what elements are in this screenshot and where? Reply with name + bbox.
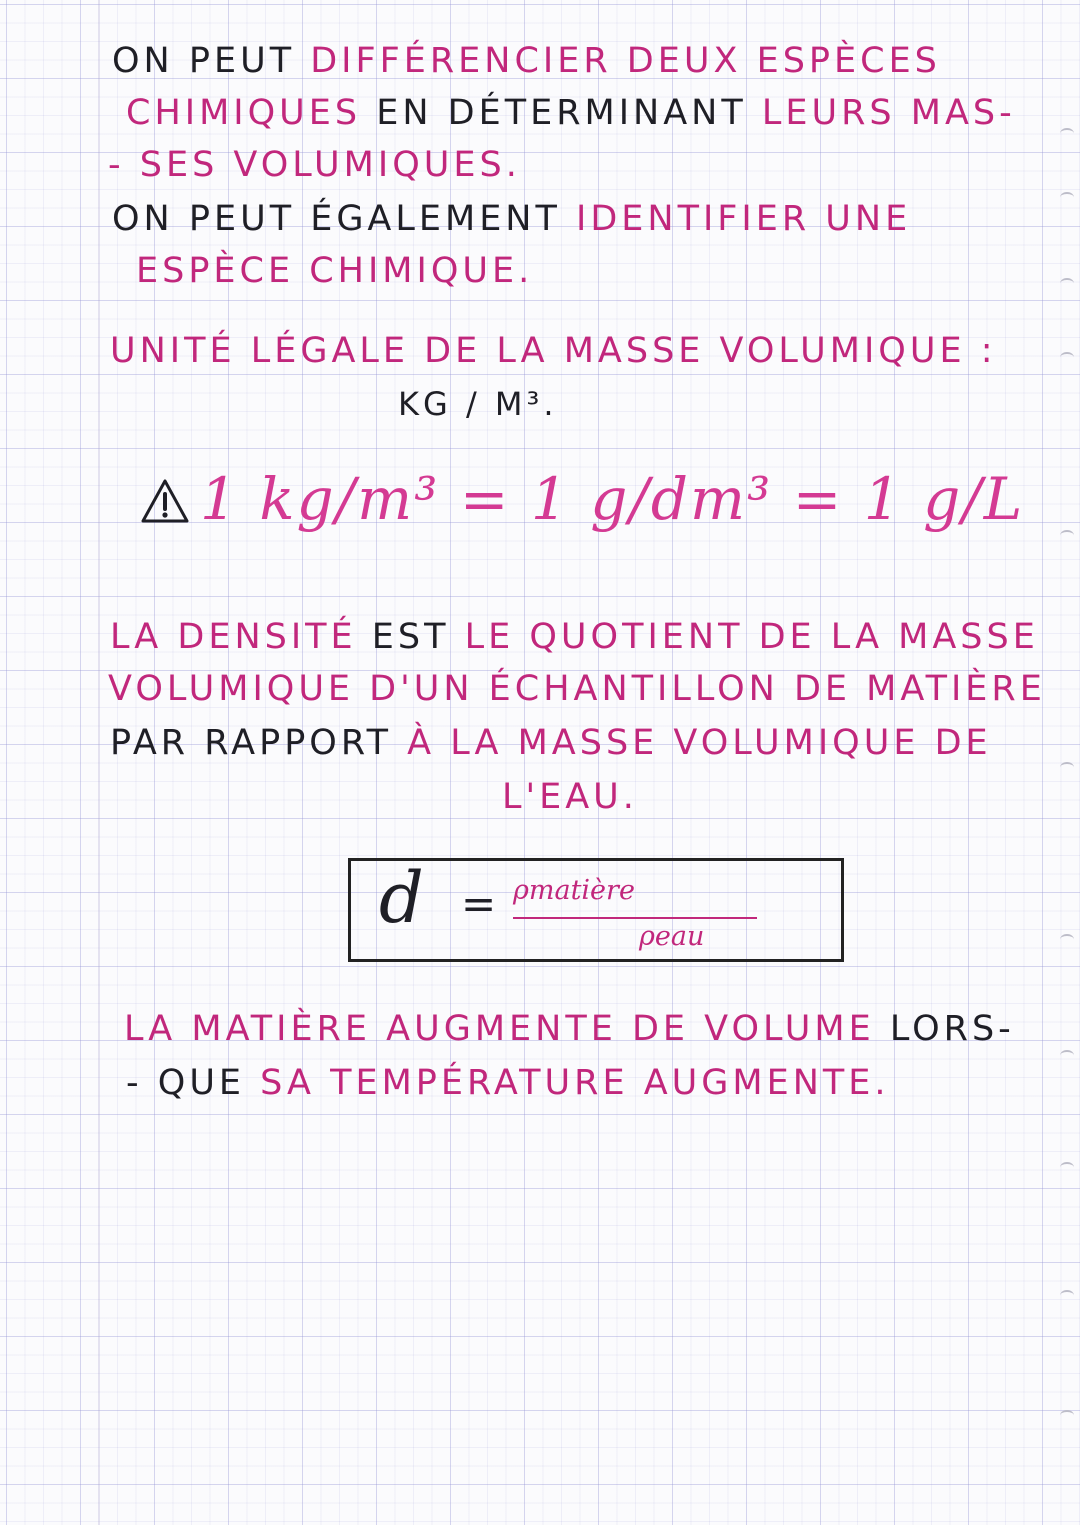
page-margin-line [98,0,100,1525]
text-black: ON PEUT ÉGALEMENT [112,199,576,239]
unit-value [398,385,558,423]
temperature-line-2 [126,1063,890,1103]
intro-line-1 [112,41,941,81]
text-pink: LA MATIÈRE AUGMENTE DE VOLUME [124,1009,890,1049]
text-pink: ESPÈCE CHIMIQUE. [136,251,534,291]
text-pink: VOLUMIQUE D'UN ÉCHANTILLON DE MATIÈRE [108,669,1046,709]
warning-triangle-icon [140,478,190,524]
density-line-2 [108,669,1046,709]
text-black: - [126,1063,158,1103]
unit-equivalence-equation: 1 kg/m³ = 1 g/dm³ = 1 g/L [200,465,1025,533]
text-pink: DENSITÉ [177,617,357,657]
text-pink: LEURS MAS- [761,93,1016,133]
text-pink: IDENTIFIER UNE [576,199,912,239]
formula-denominator: ρeau [639,921,705,952]
intro-line-3 [108,145,521,185]
fraction-bar [513,917,757,919]
unit-heading [110,331,997,371]
equals-sign: = [461,879,497,928]
density-symbol: d [379,857,424,939]
text-pink: LA [110,617,178,657]
text-pink: CHIMIQUES [126,93,362,133]
text-black: KG / M³. [398,385,558,423]
text-pink: SA TEMPÉRATURE AUGMENTE. [245,1063,890,1103]
text-black: PAR RAPPORT [110,723,408,763]
density-line-3 [110,723,992,763]
intro-line-5 [136,251,534,291]
temperature-line-1 [124,1009,1015,1049]
density-line-4 [502,777,638,817]
formula-numerator: ρmatière [513,875,635,906]
text-pink: UNITÉ LÉGALE DE LA MASSE VOLUMIQUE : [110,331,997,371]
text-pink: LE QUOTIENT DE LA MASSE [464,617,1039,657]
text-black: QUE [157,1063,246,1103]
binder-holes [1050,0,1080,1525]
text-pink: À LA MASSE VOLUMIQUE DE [407,723,992,763]
text-black: LORS- [889,1009,1015,1049]
text-pink: DIFFÉRENCIER DEUX ESPÈCES [310,41,941,81]
text-black: ON PEUT [112,41,311,81]
text-black: EN DÉTERMINANT [361,93,762,133]
intro-line-2 [126,93,1016,133]
density-formula-box [348,858,844,962]
intro-line-4 [112,199,912,239]
text-pink: - SES VOLUMIQUES. [108,145,521,185]
text-black: EST [356,617,465,657]
text-pink: L'EAU. [502,777,638,817]
density-line-1 [110,617,1039,657]
